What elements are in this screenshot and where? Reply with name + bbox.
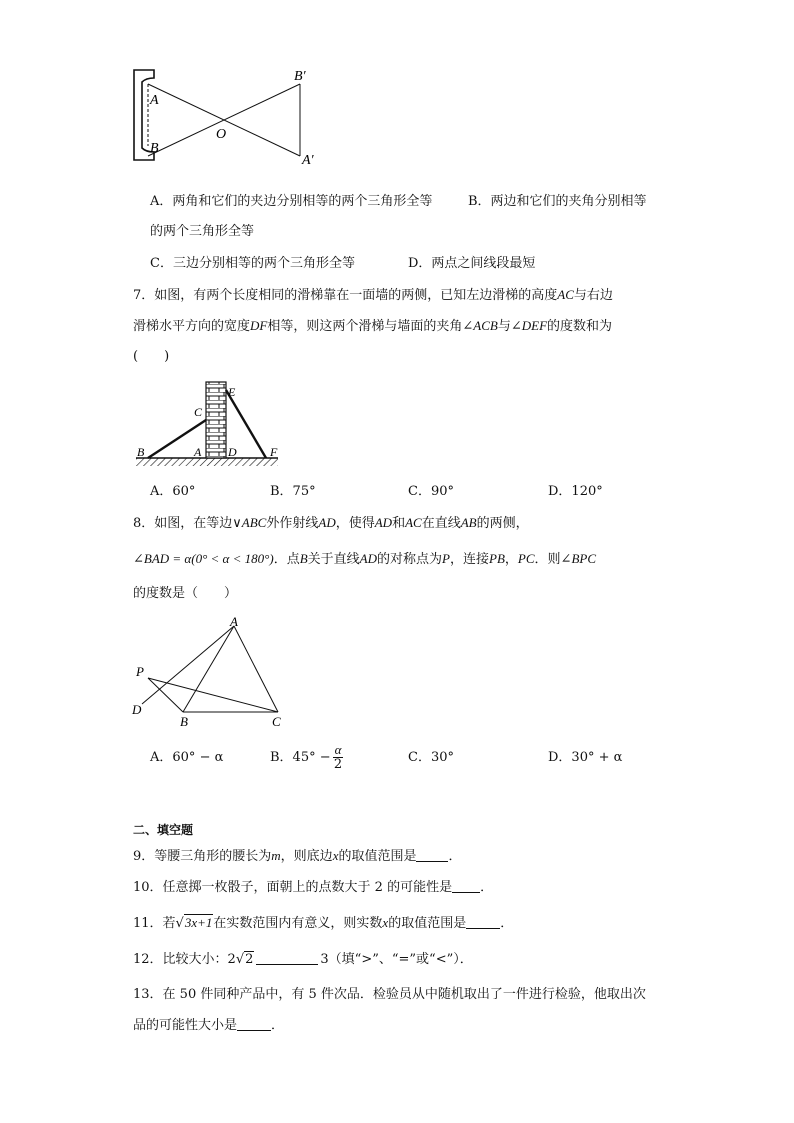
section-title-fill-in: 二、填空题 (133, 823, 194, 837)
q8-line1: 8．如图，在等边∨ABC外作射线AD，使得AD和AC在直线AB的两侧， (133, 515, 529, 531)
q8-option-a: A．60° − α (150, 750, 224, 765)
label-p: P (136, 664, 144, 679)
figure-q6 (128, 60, 328, 170)
q6-option-d: D．两点之间线段最短 (408, 256, 536, 271)
ray-ad (142, 626, 234, 704)
q7-option-d: D．120° (548, 484, 603, 499)
q8-line2: ∠BAD = α(0° < α < 180°)．点B关于直线AD的对称点为P，连接PB，PC．则∠BPC (133, 551, 596, 567)
q13-line1: 13．在 50 件同种产品中，有 5 件次品．检验员从中随机取出了一件进行检验，他取出次 (133, 987, 646, 1002)
label-b: B (150, 141, 159, 156)
figure-q8 (128, 614, 298, 730)
label-b-prime: B′ (294, 69, 306, 84)
segment-pc (148, 678, 278, 712)
q7-line1: 7．如图，有两个长度相同的滑梯靠在一面墙的两侧，已知左边滑梯的高度AC与右边 (133, 287, 613, 303)
label-d: D (132, 702, 142, 717)
q6-option-b: B．两边和它们的夹角分别相等 (468, 194, 647, 209)
label-f: F (270, 445, 278, 459)
label-e: E (228, 385, 236, 399)
q6-option-b-cont: 的两个三角形全等 (150, 224, 255, 239)
q10: 10．任意掷一枚骰子，面朝上的点数大于 2 的可能性是 ． (133, 880, 494, 895)
brick-wall (206, 382, 226, 458)
q8-option-d: D．30° + α (548, 750, 623, 765)
label-b: B (137, 445, 145, 459)
label-b: B (180, 714, 188, 729)
q8-option-c: C．30° (408, 750, 454, 765)
q8-line3: 的度数是（ ） (133, 586, 238, 601)
q7-line2: 滑梯水平方向的宽度DF相等，则这两个滑梯与墙面的夹角∠ACB与∠DEF的度数和为 (133, 318, 613, 334)
q6-option-c: C．三边分别相等的两个三角形全等 (150, 256, 355, 271)
label-d: D (228, 445, 237, 459)
figure-q7 (134, 376, 284, 470)
q9: 9．等腰三角形的腰长为m，则底边x的取值范围是 ． (133, 848, 462, 864)
q13-line2: 品的可能性大小是 ． (133, 1018, 285, 1033)
answer-blank[interactable] (466, 914, 500, 929)
label-a-prime: A′ (302, 153, 314, 168)
q8-option-b: B．45° − $\frac{\alpha}{2}$ (270, 742, 343, 772)
label-o: O (216, 127, 227, 142)
q6-option-a: A．两角和它们的夹边分别相等的两个三角形全等 (150, 194, 433, 209)
label-c: C (194, 405, 203, 419)
side-ab (183, 626, 234, 712)
q7-option-b: B．75° (270, 484, 316, 499)
answer-blank[interactable] (256, 950, 318, 965)
q12: 12．比较大小：2√2 3（填“>”、“=”或“<”）． (133, 952, 473, 967)
q7-paren: ( ) (133, 349, 170, 364)
label-a: A (194, 445, 202, 459)
side-ac (234, 626, 278, 712)
q11: 11．若√3x+1在实数范围内有意义，则实数x的取值范围是 ． (133, 915, 514, 931)
label-c: C (272, 714, 281, 729)
q7-option-a: A．60° (150, 484, 196, 499)
ground-hatch (136, 458, 278, 466)
label-a: A (230, 614, 238, 629)
label-a: A (150, 93, 159, 108)
answer-blank[interactable] (416, 847, 448, 862)
q7-option-c: C．90° (408, 484, 454, 499)
answer-blank[interactable] (237, 1016, 271, 1031)
answer-blank[interactable] (452, 878, 480, 893)
